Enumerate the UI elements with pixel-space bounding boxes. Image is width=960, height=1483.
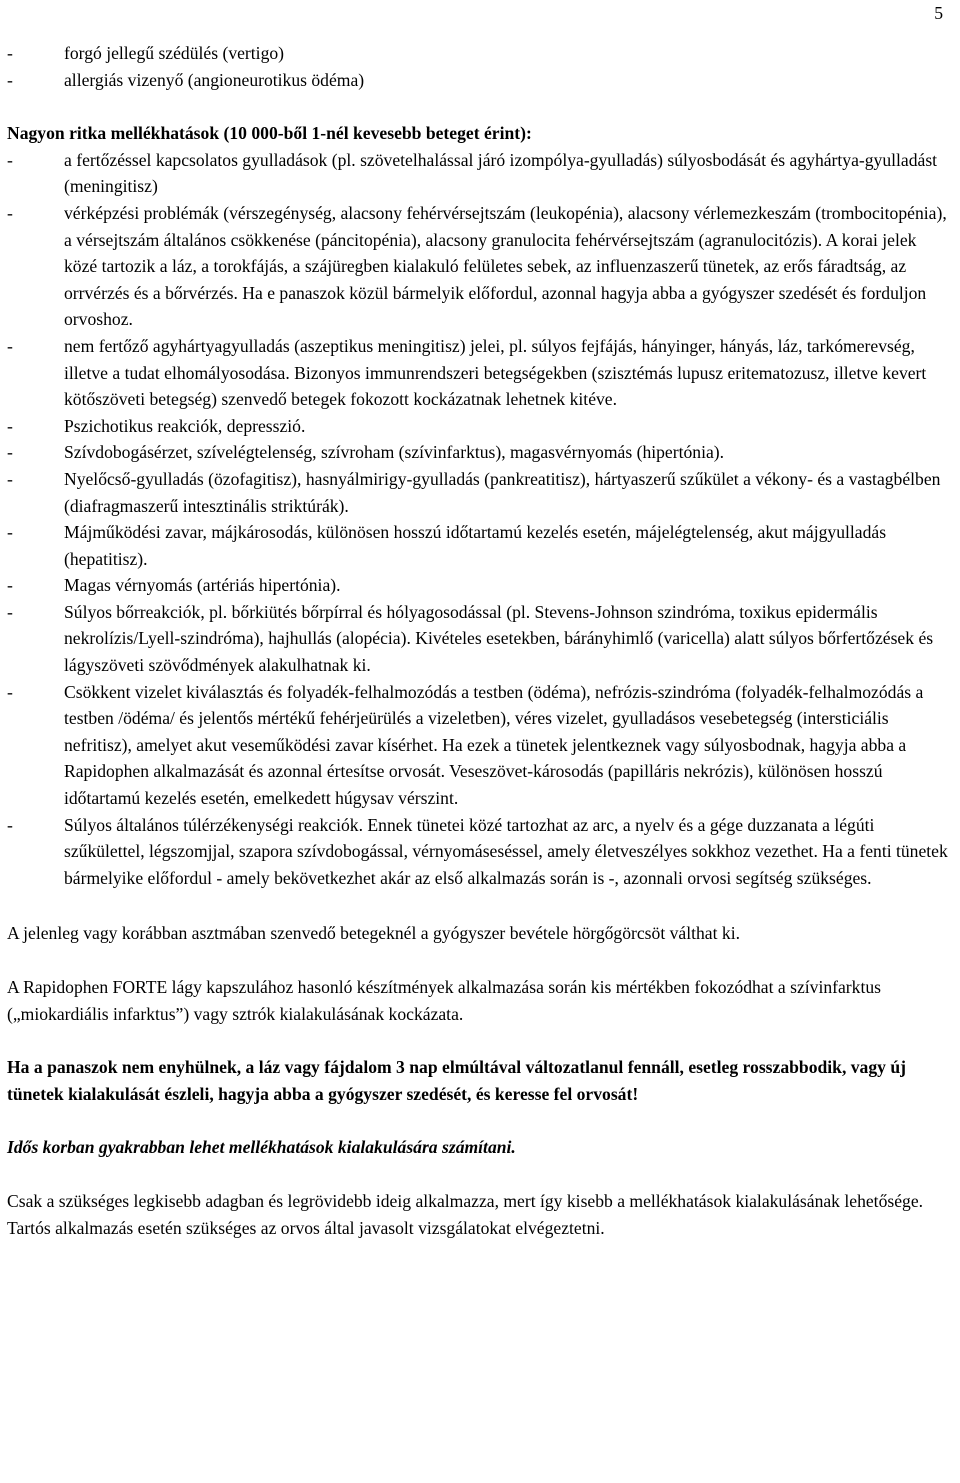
list-dash: - (7, 335, 13, 356)
leaflet-content (7, 40, 952, 1241)
very-rare-heading: Nagyon ritka mellékhatások (10 000-ből 1-nél kevesebb beteget érint): (7, 123, 532, 144)
list-item (7, 413, 952, 440)
list-item (7, 599, 952, 679)
forte-risk-paragraph: A Rapidophen FORTE lágy kapszulához hasonló készítmények alkalmazása során kis mértékben fokozódhat a szívinfarktus („miokardiális infarktus”) vagy sztrók kialakulásának kockázata. (7, 977, 881, 1024)
spacer (7, 947, 952, 974)
list-item-text: Csökkent vizelet kiválasztás és folyadék-felhalmozódás a testben (ödéma), nefrózis-szindróma (folyadék-felhalmozódás a testben /ödéma/ és jelentős mértékű fehérjeürülés a vizeletben), véres vizelet, gyulladásos vesebetegség (intersticiális nefritisz), amelyet akut veseműködési zavar kísérhet. Ha ezek a tünetek jelentkeznek vagy súlyosbodnak, hagyja abba a Rapidophen alkalmazását és azonnal értesítse orvosát. Veseszövet-károsodás (papilláris nekrózis), különösen hosszú időtartamú kezelés esetén, emelkedett húgysav vérszint. (64, 681, 924, 809)
list-item (7, 439, 952, 466)
list-item-text: Májműködési zavar, májkárosodás, különösen hosszú időtartamú kezelés esetén, májelégtelenség, akut májgyulladás (hepatitisz). (64, 522, 887, 569)
list-item-text: Súlyos általános túlérzékenységi reakciók. Ennek tünetei közé tartozhat az arc, a nyelv és a gége duzzanata a légúti szűkülettel, légszomjjal, szapora szívdobogással, vérnyomáseséssel, amely életveszélyes sokkhoz vezethet. Ha a fenti tünetek bármelyike előfordul - amely bekövetkezhet akár az első alkalmazás során is -, azonnali orvosi segítség szükséges. (64, 814, 948, 888)
list-dash: - (7, 814, 13, 835)
list-item-text: Pszichotikus reakciók, depresszió. (64, 415, 306, 436)
list-dash: - (7, 149, 13, 170)
list-item-text: Szívdobogásérzet, szívelégtelenség, szívroham (szívinfarktus), magasvérnyomás (hipertónia). (64, 442, 725, 463)
list-item (7, 333, 952, 413)
list-dash: - (7, 415, 13, 436)
spacer (7, 1107, 952, 1134)
list-item (7, 147, 952, 200)
asthma-paragraph: A jelenleg vagy korábban asztmában szenvedő betegeknél a gyógyszer bevétele hörgőgörcsöt válthat ki. (7, 923, 740, 944)
list-dash: - (7, 468, 13, 489)
list-item (7, 812, 952, 892)
list-item-text: Súlyos bőrreakciók, pl. bőrkiütés bőrpírral és hólyagosodással (pl. Stevens-Johnson szindróma, toxikus epidermális nekrolízis/Lyell-szindróma), hajhullás (alopécia). Kivételes esetekben, bárányhimlő (varicella) alatt súlyos bőrfertőzések és lágyszöveti szövődmények alakulhatnak ki. (64, 601, 934, 676)
warning-paragraph: Ha a panaszok nem enyhülnek, a láz vagy fájdalom 3 nap elmúltával változatlanul fennáll, esetleg rosszabbodik, vagy új tünetek kialakulását észleli, hagyja abba a gyógyszer szedését, és keresse fel orvosát! (7, 1057, 906, 1104)
list-item (7, 40, 952, 67)
list-item-text: allergiás vizenyő (angioneurotikus ödéma) (64, 69, 365, 90)
list-item (7, 67, 952, 94)
list-dash: - (7, 69, 13, 90)
spacer (7, 1161, 952, 1188)
list-dash: - (7, 442, 13, 463)
long-term-paragraph: Tartós alkalmazás esetén szükséges az orvos által javasolt vizsgálatokat elvégeztetni. (7, 1217, 605, 1238)
list-dash: - (7, 522, 13, 543)
spacer (7, 1027, 952, 1054)
list-item (7, 572, 952, 599)
list-item (7, 466, 952, 519)
list-item-text: Magas vérnyomás (artériás hipertónia). (64, 575, 341, 596)
list-dash: - (7, 601, 13, 622)
list-item (7, 519, 952, 572)
list-dash: - (7, 575, 13, 596)
list-item-text: Nyelőcső-gyulladás (özofagitisz), hasnyálmirigy-gyulladás (pankreatitisz), hártyaszerű szűkület a vékony- és a vastagbélben (diafragmaszerű intesztinális striktúrák). (64, 468, 941, 516)
spacer (7, 891, 952, 920)
list-item (7, 679, 952, 812)
list-item-text: vérképzési problémák (vérszegénység, alacsony fehérvérsejtszám (leukopénia), alacsony vérlemezkeszám (trombocitopénia), a vérsejtszám általános csökkenése (páncitopénia), alacsony granulocita fehérvérsejtszám (agranulocitózis). A korai jelek közé tartozik a láz, a torokfájás, a szájüregben kialakuló felületes sebek, az influenzaszerű tünetek, az erős fáradtság, az orrvérzés és a bőrvérzés. Ha e panaszok közül bármelyik előfordul, azonnal hagyja abba a gyógyszer szedését és forduljon orvoshoz. (64, 202, 947, 330)
list-item-text: a fertőzéssel kapcsolatos gyulladások (pl. szövetelhalással járó izompólya-gyulladás) súlyosbodását és agyhártya-gyulladást (meningitisz) (64, 149, 938, 197)
list-dash: - (7, 202, 13, 223)
list-item (7, 200, 952, 333)
list-item-text: forgó jellegű szédülés (vertigo) (64, 43, 285, 63)
list-dash: - (7, 43, 13, 63)
elderly-paragraph: Idős korban gyakrabban lehet mellékhatások kialakulására számítani. (7, 1137, 516, 1158)
page-number: 5 (934, 3, 943, 23)
spacer (7, 93, 952, 120)
dose-paragraph: Csak a szükséges legkisebb adagban és legrövidebb ideig alkalmazza, mert így kisebb a mellékhatások kialakulásának lehetősége. (7, 1190, 924, 1211)
list-dash: - (7, 681, 13, 702)
list-item-text: nem fertőző agyhártyagyulladás (aszeptikus meningitisz) jelei, pl. súlyos fejfájás, hányinger, hányás, láz, tarkómerevség, illetve a tudat elhomályosodása. Bizonyos immunrendszeri betegségekben (szisztémás lupusz eritematozusz, illetve kevert kötőszöveti betegség) szenvedő betegek fokozott kockázatnak lehetnek kitéve. (64, 335, 927, 410)
